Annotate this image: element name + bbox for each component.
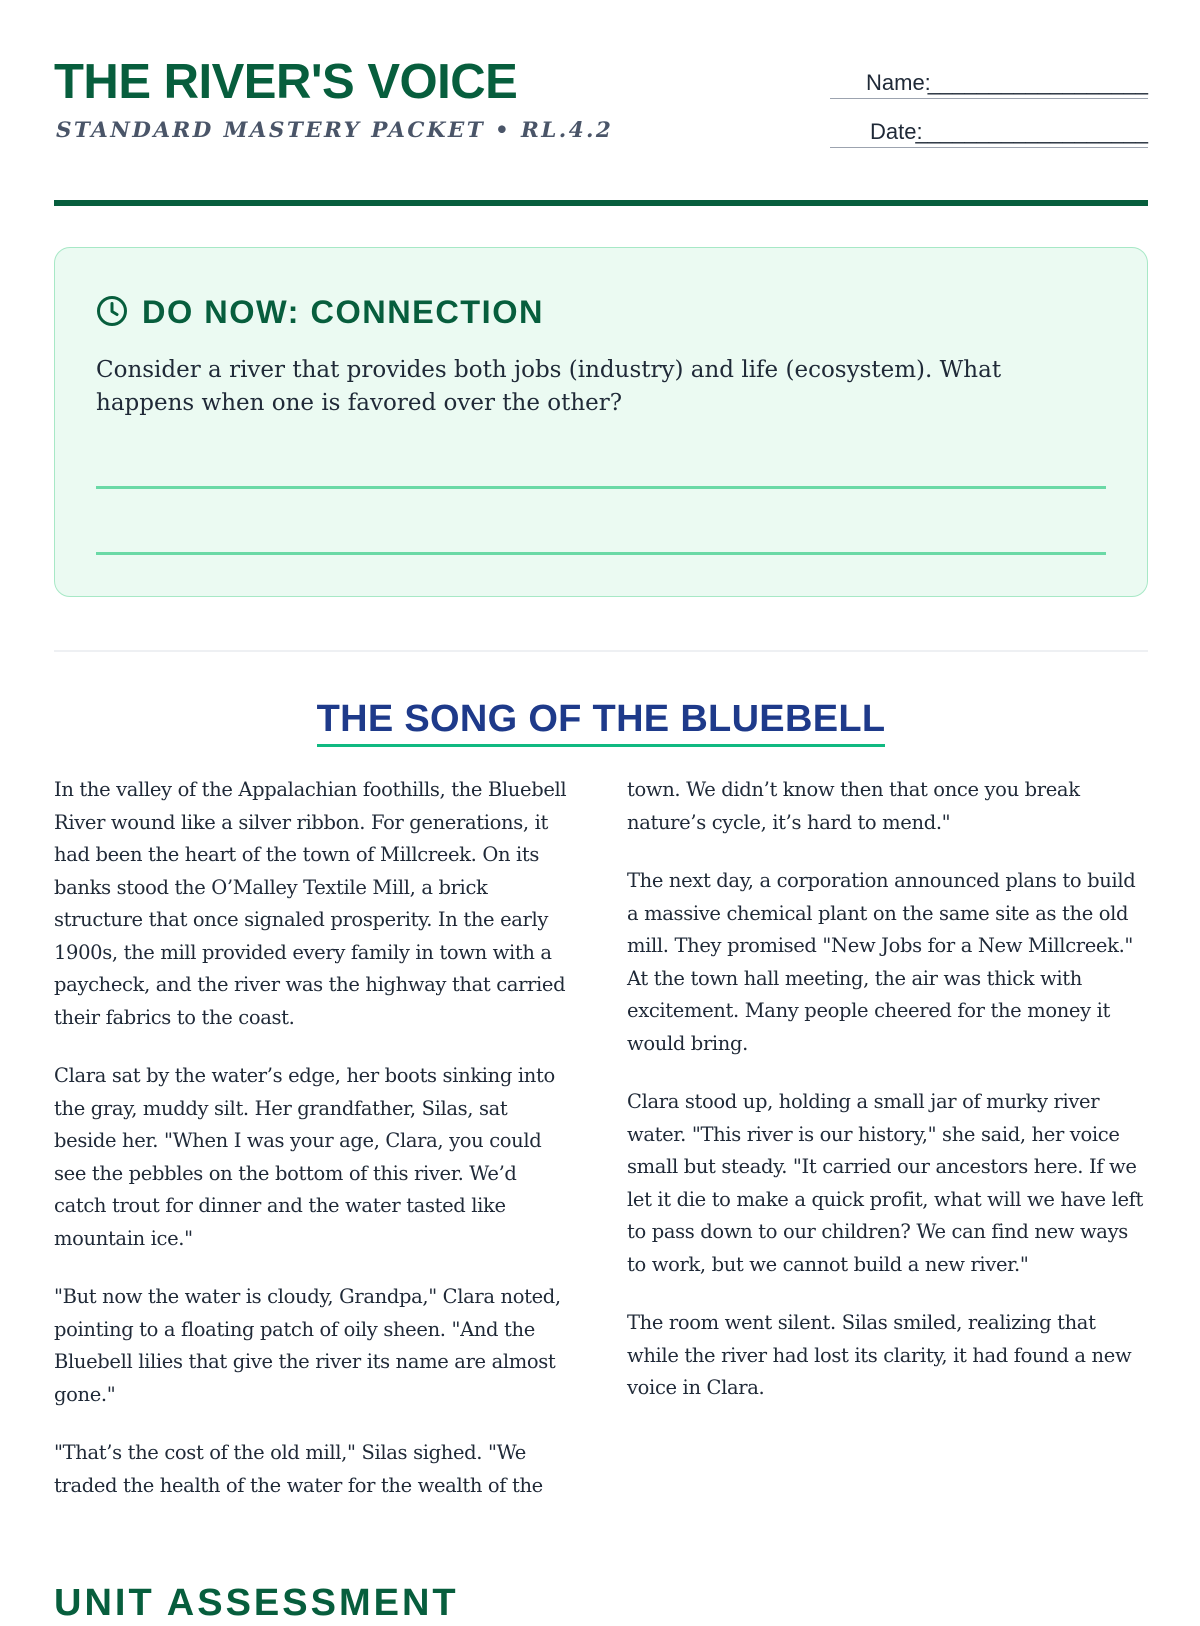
header-divider [54,200,1148,206]
worksheet-page [54,0,1148,1624]
answer-line[interactable] [96,552,1106,555]
do-now-prompt: Consider a river that provides both jobs (industry) and life (ecosystem). What happens when one is favored over the other? [96,357,1002,416]
name-label: Name: [866,70,931,95]
do-now-box [54,247,1148,597]
story-paragraph: town. We didn’t know then that once you break nature’s cycle, it’s hard to mend." [627,778,1080,834]
story-paragraph: Clara sat by the water’s edge, her boots sinking into the gray, muddy silt. Her grandfather, Silas, sat beside her. "When I was your age, Clara, you could see the pebbles on the bottom of this river. We’d catch trout for dinner and the water tasted like mountain ice." [54,1064,555,1250]
name-blank: __________________ [927,70,1148,95]
clock-icon [96,295,128,327]
story-paragraph: Clara stood up, holding a small jar of murky river water. "This river is our history," she said, her voice small but steady. "It carried our ancestors here. If we let it die to make a quick profit, what will we have left to pass down to our children? We can find new ways to work, but we cannot build a new river." [627,1090,1144,1276]
section-divider [54,650,1148,652]
answer-line[interactable] [96,486,1106,489]
story-paragraph: The room went silent. Silas smiled, realizing that while the river had lost its clarity, it had found a new voice in Clara. [627,1311,1132,1399]
date-blank: ___________________ [915,119,1148,144]
do-now-title: DO NOW: CONNECTION [142,294,544,330]
unit-assessment-heading: UNIT ASSESSMENT [54,1582,459,1624]
story-right-column [627,774,1145,1431]
story-title-container [54,696,1148,747]
story-paragraph: "That’s the cost of the old mill," Silas sighed. "We traded the health of the water for the wealth of the [54,1441,543,1497]
date-field[interactable] [830,106,1148,148]
worksheet-header [54,52,1148,162]
story-paragraph: "But now the water is cloudy, Grandpa," Clara noted, pointing to a floating patch of oily sheen. "And the Bluebell lilies that give the river its name are almost gone." [54,1285,561,1406]
name-field[interactable] [830,57,1148,99]
story-paragraph: The next day, a corporation announced plans to build a massive chemical plant on the same site as the old mill. They promised "New Jobs for a New Millcreek." At the town hall meeting, the air was thick with excitement. Many people cheered for the money it would bring. [627,869,1136,1055]
date-label: Date: [870,119,923,144]
story-title: THE SONG OF THE BLUEBELL [317,696,886,747]
story-left-column [54,774,572,1528]
story-paragraph: In the valley of the Appalachian foothills, the Bluebell River wound like a silver ribbon. For generations, it had been the heart of the town of Millcreek. On its banks stood the O’Malley Textile Mill, a brick structure that once signaled prosperity. In the early 1900s, the mill provided every family in town with a paycheck, and the river was the highway that carried their fabrics to the coast. [54,778,567,1029]
worksheet-subtitle: STANDARD MASTERY PACKET • RL.4.2 [56,118,614,143]
story-columns [54,774,1148,1497]
worksheet-title: THE RIVER'S VOICE [54,55,518,109]
